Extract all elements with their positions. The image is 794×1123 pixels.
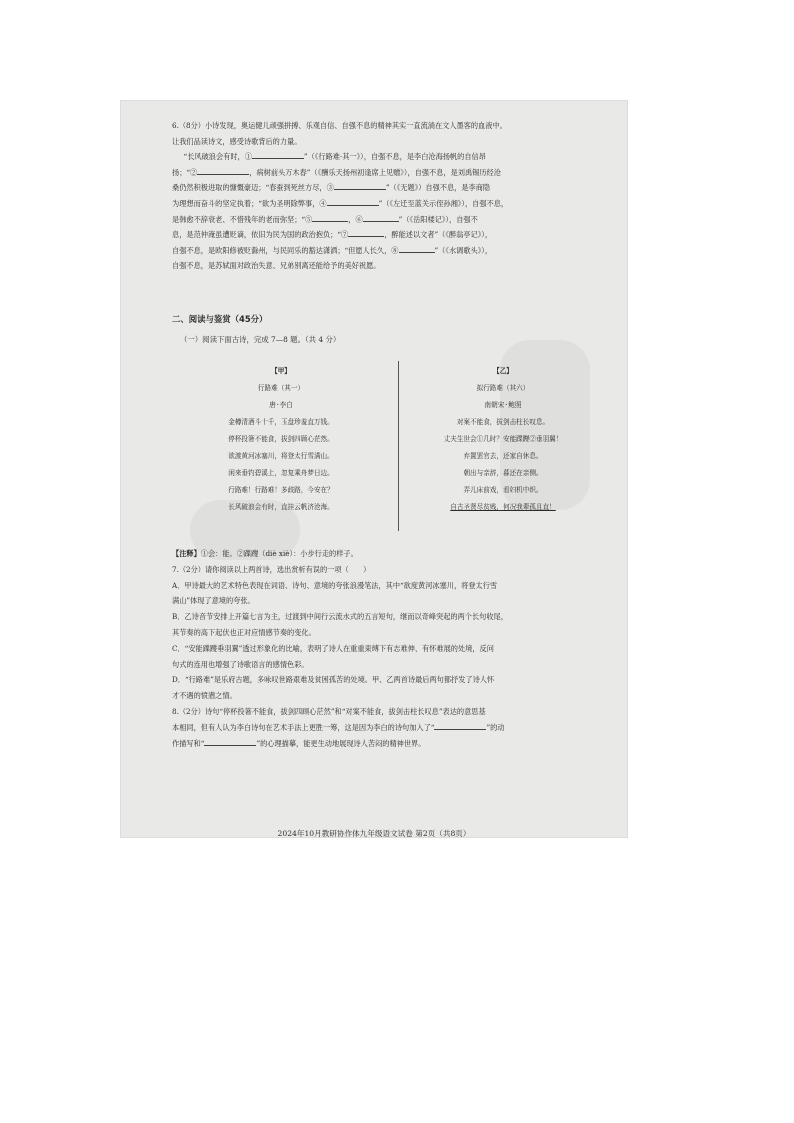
poem-title: 行路难（其一） xyxy=(257,384,305,392)
section-subtitle: （一）阅读下面古诗，完成 7—8 题。（共 4 分） xyxy=(180,335,341,344)
poem-line: 停杯投箸不能食，拔剑四顾心茫然。 xyxy=(228,435,334,443)
text: 作描写和“ xyxy=(172,738,205,748)
poem-divider xyxy=(398,361,399,531)
text: 是韩愈不辞衰老、不惜残年的老而弥坚；“⑤ xyxy=(172,214,313,224)
answer-blank[interactable] xyxy=(312,213,348,222)
poem-title: 拟行路难（其六） xyxy=(476,384,530,392)
poem-line: 朝出与亲辞，暮还在亲侧。 xyxy=(463,469,543,477)
q6-line: 让我们品读诗文，感受诗歌背后的力量。 xyxy=(172,136,302,146)
text: ”的心理描摹，能更生动地展现诗人苦闷的精神世界。 xyxy=(256,738,426,748)
poem-line: 长风破浪会有时，直挂云帆济沧海。 xyxy=(228,503,334,511)
text: ”（《左迁至蓝关示侄孙湘》），自强不息， xyxy=(378,198,509,208)
poem-tag: 【甲】 xyxy=(271,367,291,375)
q6-line: 自强不息，是苏轼面对政治失意、兄弟别离还能给予的美好祝愿。 xyxy=(172,261,381,271)
text: ”的动 xyxy=(486,722,505,732)
q8-line xyxy=(172,736,576,752)
q6-line xyxy=(172,212,576,228)
text: ”（《无题》）自强不息，是李商隐 xyxy=(385,183,491,193)
answer-blank[interactable] xyxy=(348,228,384,237)
q7-option-d-cont: 才不遇的愤懑之情。 xyxy=(172,691,237,701)
q6-line xyxy=(172,165,576,181)
q6-line xyxy=(172,243,576,259)
q7-option-a-cont: 满山”体现了意境的夸张。 xyxy=(172,596,255,606)
answer-blank[interactable] xyxy=(363,213,399,222)
text: ，⑥ xyxy=(348,214,363,224)
q6-line xyxy=(172,196,576,212)
annotation xyxy=(172,546,576,562)
poem-author: 南朝宋·鲍照 xyxy=(484,401,522,409)
poem-jia xyxy=(186,363,376,516)
text: ”（《行路难·其一》），自强不息，是李白沧海扬帆的自信昂 xyxy=(303,152,486,162)
q7-option-c[interactable]: C．“安能蹀躞垂羽翼”透过形象化的比喻，表明了诗人在重重束缚下有志难伸、有怀难展的处境，反问 xyxy=(172,643,494,653)
answer-blank[interactable] xyxy=(399,244,435,253)
answer-blank[interactable] xyxy=(252,150,304,159)
q7-option-a[interactable]: A．甲诗最大的艺术特色表现在词语、诗句、意境的夸张浪漫笔法，其中“欲度黄河冰塞川，将登太行雪 xyxy=(172,580,498,590)
poem-line: 欲渡黄河冰塞川，将登太行雪满山。 xyxy=(228,452,334,460)
section-title: 二、阅读与鉴赏（45分） xyxy=(172,314,268,324)
poem-yi xyxy=(408,363,598,516)
poem-line: 对案不能食，拔剑击柱长叹息。 xyxy=(456,418,550,426)
poem-line: 弄儿床前戏，看妇机中织。 xyxy=(463,486,543,494)
text: 息，是范仲淹虽遭贬谪，依旧为民为国的政治抱负；“⑦ xyxy=(172,230,349,240)
questions-block xyxy=(172,546,576,751)
poem-line: 闲来垂钓碧溪上，忽复乘舟梦日边。 xyxy=(228,469,334,477)
q6-line xyxy=(172,149,576,165)
poem-line: 自古圣贤尽贫贱，何况我辈孤且直！ xyxy=(450,503,556,511)
answer-blank[interactable] xyxy=(334,181,386,190)
text: 扬；“② xyxy=(172,167,198,177)
q7-option-b[interactable]: B．乙诗音节安排上开篇七言为主，过渡到中间行云流水式的五言短句，继而以奇峰突起的两个长句收尾， xyxy=(172,612,508,622)
text: ”（《岳阳楼记》），自强不 xyxy=(398,214,478,224)
answer-blank[interactable] xyxy=(204,737,256,746)
q6-line: 6.（8分）小诗发现，奥运健儿顽强拼搏、乐观自信、自强不息的精神其实一直流淌在文人墨客的血液中。 xyxy=(172,121,507,130)
text: 桑仍然积极进取的慷慨豪迈；“春蚕到死丝方尽，③ xyxy=(172,183,334,193)
text: ，醉能述以文者”（《醉翁亭记》）， xyxy=(384,230,493,240)
poem-line: 弃置罢官去，还家自休息。 xyxy=(463,452,543,460)
text: 本相同，但有人认为李白诗句在艺术手法上更胜一筹，这是因为李白的诗句加入了“ xyxy=(172,722,435,732)
q7-option-b-cont: 其节奏的高下起伏也正对应情感节奏的变化。 xyxy=(172,627,316,637)
answer-blank[interactable] xyxy=(434,721,486,730)
q7-option-d[interactable]: D．“行路难”是乐府古题，多咏叹世路艰难及贫困孤苦的处境。甲、乙两首诗最后两句都抒发了诗人怀 xyxy=(172,675,495,685)
question-6 xyxy=(172,118,576,274)
poem-line: 行路难！行路难！多歧路，今安在？ xyxy=(228,486,334,494)
poem-line: 丈夫生世会①几时？安能蹀躞②垂羽翼！ xyxy=(443,435,563,443)
exam-page xyxy=(172,118,576,838)
poem-line: 金樽清酒斗十千，玉盘珍羞直万钱。 xyxy=(228,418,334,426)
poem-author: 唐·李白 xyxy=(269,401,293,409)
document-photo xyxy=(120,100,628,838)
q7-stem: 7.（2分）请你阅读以上两首诗，选出赏析有误的一项（ ） xyxy=(172,564,371,574)
q8-line xyxy=(172,720,576,736)
q7-option-c-cont: 句式的连用也增强了诗歌语言的感情色彩。 xyxy=(172,659,309,669)
annotation-text: ①会：能。②蹀躞（diè xiè）：小步行走的样子。 xyxy=(200,549,358,558)
text: ，病树前头万木春”（《酬乐天扬州初逢席上见赠》），自强不息，是刘禹锡历经沧 xyxy=(249,167,501,177)
q8-line: 8.（2分）诗句“停杯投箸不能食，拔剑四顾心茫然”和“对案不能食，拔剑击柱长叹息”表达的意思基 xyxy=(172,706,486,716)
q6-line xyxy=(172,227,576,243)
poems-block xyxy=(176,363,576,538)
text: 自强不息，是欧阳修被贬滁州，与民同乐的豁达潇洒；“但愿人长久，⑧ xyxy=(172,245,399,255)
text: 为理想而奋斗的坚定执着；“欲为圣明除弊事，④ xyxy=(172,198,327,208)
text: “长风破浪会有时，① xyxy=(183,152,252,162)
text: ”（《水调歌头》）， xyxy=(434,245,493,255)
answer-blank[interactable] xyxy=(327,197,379,206)
q6-line xyxy=(172,180,576,196)
poem-tag: 【乙】 xyxy=(493,367,513,375)
answer-blank[interactable] xyxy=(197,166,249,175)
page-footer: 2024年10月教研协作体九年级语文试卷 第2页（共8页） xyxy=(277,829,471,838)
annotation-label: 【注释】 xyxy=(172,549,201,558)
